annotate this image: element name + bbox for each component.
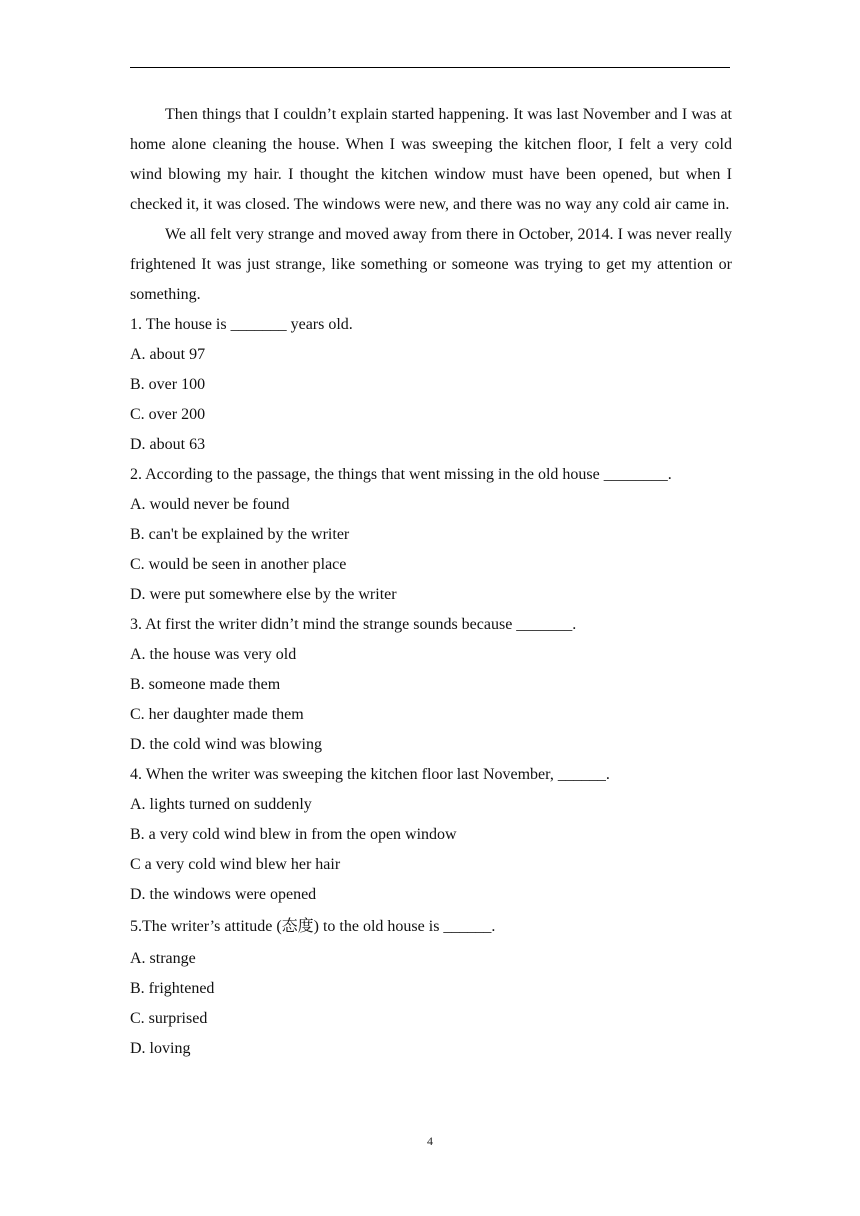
passage-paragraph-1: Then things that I couldn’t explain started happening. It was last November and I was at home alone cleaning the house. When I was sweeping the kitchen floor, I felt a very cold wind blowing my hair. I thought the kitchen window must have been opened, but when I checked it, it was closed. The windows were new, and there was no way any cold air came in. — [130, 106, 732, 213]
question-3-option-a: A. the house was very old — [130, 646, 297, 663]
question-3-stem: 3. At first the writer didn’t mind the strange sounds because _______. — [130, 616, 577, 633]
question-4-option-c: C a very cold wind blew her hair — [130, 856, 341, 873]
question-5-option-d: D. loving — [130, 1040, 191, 1057]
question-1-option-c: C. over 200 — [130, 406, 206, 423]
question-1-stem: 1. The house is _______ years old. — [130, 316, 353, 333]
question-1-option-d: D. about 63 — [130, 436, 206, 453]
question-2-option-d: D. were put somewhere else by the writer — [130, 586, 397, 603]
question-1-option-b: B. over 100 — [130, 376, 206, 393]
question-4-stem: 4. When the writer was sweeping the kitchen floor last November, ______. — [130, 766, 610, 783]
question-1-option-a: A. about 97 — [130, 346, 206, 363]
page-content — [130, 100, 732, 1064]
passage-paragraph-2: We all felt very strange and moved away from there in October, 2014. I was never really frightened It was just strange, like something or someone was trying to get my attention or something. — [130, 226, 732, 303]
question-2-option-c: C. would be seen in another place — [130, 556, 347, 573]
question-4-option-a: A. lights turned on suddenly — [130, 796, 312, 813]
question-5-option-c: C. surprised — [130, 1010, 208, 1027]
question-5-option-a: A. strange — [130, 950, 196, 967]
question-2-option-b: B. can't be explained by the writer — [130, 526, 350, 543]
question-4-option-d: D. the windows were opened — [130, 886, 317, 903]
header-rule — [130, 67, 730, 68]
page-number: 4 — [427, 1134, 433, 1148]
question-2-option-a: A. would never be found — [130, 496, 290, 513]
question-3-option-d: D. the cold wind was blowing — [130, 736, 322, 753]
question-5-option-b: B. frightened — [130, 980, 215, 997]
question-5-stem: 5.The writer’s attitude (态度) to the old house is ______. — [130, 918, 496, 935]
question-3-option-b: B. someone made them — [130, 676, 281, 693]
question-2-stem: 2. According to the passage, the things that went missing in the old house ________. — [130, 466, 672, 483]
question-3-option-c: C. her daughter made them — [130, 706, 304, 723]
question-4-option-b: B. a very cold wind blew in from the open window — [130, 826, 457, 843]
